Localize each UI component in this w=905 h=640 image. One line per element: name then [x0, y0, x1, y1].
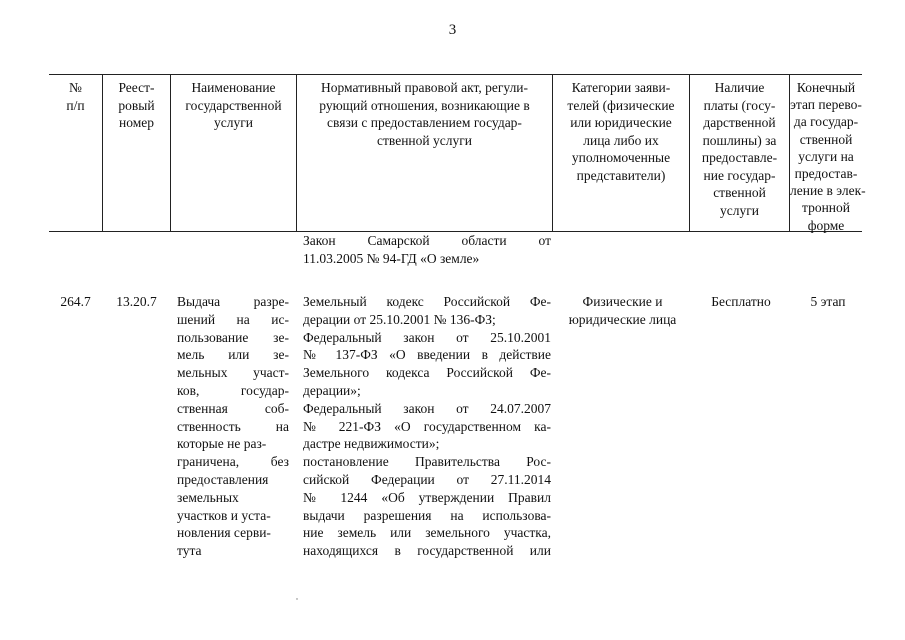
header-applicant-categories	[553, 79, 689, 184]
carryover-act-line: Закон Самарской области от	[303, 233, 551, 248]
header-number-line: п/п	[66, 97, 85, 113]
header-act-line: связи с предоставлением государ-	[327, 115, 522, 130]
header-stage-line: ственной	[799, 131, 853, 147]
header-category-line: или юридические	[570, 115, 672, 130]
header-stage-line: этап перево-	[790, 97, 862, 113]
row-fee: Бесплатно	[711, 294, 771, 309]
service-name-line: земельных	[177, 489, 239, 505]
applicant-category-line: Физические и	[582, 294, 663, 309]
legal-act-line: дастре недвижимости»;	[303, 436, 440, 452]
header-act-line: рующий отношения, возникающие в	[319, 97, 530, 113]
header-stage-line: да государ-	[793, 114, 859, 130]
service-name-line: мельных участ-	[177, 365, 289, 381]
header-fee-line: услуги	[720, 202, 759, 218]
header-service-line: государственной	[185, 97, 282, 113]
row-applicant-categories	[555, 293, 690, 329]
carryover-legal-act	[303, 232, 551, 268]
header-fee-line: пошлины) за	[702, 132, 777, 148]
legal-act-line: № 221-ФЗ «О государственном ка-	[303, 418, 551, 434]
header-service-line: Наименование	[191, 80, 276, 95]
header-fee-line: ственной	[713, 185, 766, 200]
header-category-line: Категории заяви-	[571, 80, 671, 95]
service-name-line: которые не раз-	[177, 436, 267, 452]
legal-act-line: дерации»;	[303, 382, 361, 398]
service-name-line: Выдача разре-	[177, 294, 289, 309]
header-registry-line: номер	[118, 115, 154, 130]
service-name-line: шений на ис-	[177, 311, 289, 327]
service-name-line: тута	[177, 543, 202, 559]
service-name-line: пользование зе-	[177, 329, 289, 345]
header-stage-line: Конечный	[796, 80, 856, 95]
service-name-line: ственность на	[177, 418, 289, 434]
service-name-line: новления серви-	[177, 525, 271, 541]
header-final-stage	[790, 79, 866, 234]
header-registry-number	[103, 79, 170, 132]
header-legal-act	[297, 79, 552, 149]
header-category-line: представители)	[576, 167, 666, 183]
header-stage-line: услуги на	[798, 148, 854, 164]
table-header	[49, 74, 866, 233]
header-service-line: услуги	[214, 115, 253, 130]
header-service-name	[171, 79, 296, 132]
carryover-act-line: 11.03.2005 № 94-ГД «О земле»	[303, 250, 480, 266]
header-fee-line: платы (госу-	[703, 97, 776, 113]
header-act-line: ственной услуги	[377, 132, 472, 148]
legal-act-line: находящихся в государственной или	[303, 543, 551, 559]
header-fee-line: предоставле-	[701, 150, 778, 165]
applicant-category-line: юридические лица	[568, 311, 677, 327]
header-registry-line: ровый	[118, 97, 155, 113]
legal-act-line: дерации от 25.10.2001 № 136-ФЗ;	[303, 311, 496, 327]
header-fee-line: дарственной	[703, 115, 776, 130]
row-final-stage: 5 этап	[810, 294, 846, 309]
legal-act-line: № 137-ФЗ «О введении в действие	[303, 347, 551, 363]
header-number-line: №	[69, 80, 82, 95]
service-name-line: участков и уста-	[177, 507, 271, 523]
header-fee-line: Наличие	[714, 80, 765, 95]
header-fee-line: ние государ-	[703, 167, 776, 183]
header-stage-line: форме	[807, 217, 845, 233]
row-legal-acts	[303, 293, 551, 560]
row-registry-number: 13.20.7	[116, 294, 157, 309]
service-name-line: ственная соб-	[177, 400, 289, 416]
legal-act-line: Земельного кодекса Российской Фе-	[303, 365, 551, 381]
scan-speck	[295, 597, 299, 601]
header-registry-line: Реест-	[118, 80, 155, 95]
legal-act-line: сийской Федерации от 27.11.2014	[303, 471, 551, 487]
header-stage-line: предостав-	[794, 166, 858, 182]
page-number: 3	[448, 22, 457, 38]
service-name-line: мель или зе-	[177, 347, 289, 363]
header-stage-line: ление в элек-	[790, 183, 866, 199]
row-service-name	[177, 293, 289, 560]
header-act-line: Нормативный правовой акт, регули-	[320, 80, 529, 95]
legal-act-line: Федеральный закон от 24.07.2007	[303, 400, 551, 416]
header-fee	[690, 79, 789, 219]
legal-act-line: постановление Правительства Рос-	[303, 454, 551, 470]
header-category-line: уполномоченные	[571, 150, 671, 165]
header-number	[49, 79, 102, 114]
row-number: 264.7	[60, 294, 91, 309]
service-name-line: ков, государ-	[177, 382, 289, 398]
legal-act-line: ние земель или земельного участка,	[303, 525, 551, 541]
header-category-line: лица либо их	[583, 132, 659, 148]
legal-act-line: Земельный кодекс Российской Фе-	[303, 294, 551, 309]
legal-act-line: № 1244 «Об утверждении Правил	[303, 489, 551, 505]
header-category-line: телей (физические	[567, 97, 675, 113]
legal-act-line: выдачи разрешения на использова-	[303, 507, 551, 523]
service-name-line: граничена, без	[177, 454, 289, 470]
service-name-line: предоставления	[177, 471, 269, 487]
legal-act-line: Федеральный закон от 25.10.2001	[303, 329, 551, 345]
header-stage-line: тронной	[802, 200, 850, 216]
